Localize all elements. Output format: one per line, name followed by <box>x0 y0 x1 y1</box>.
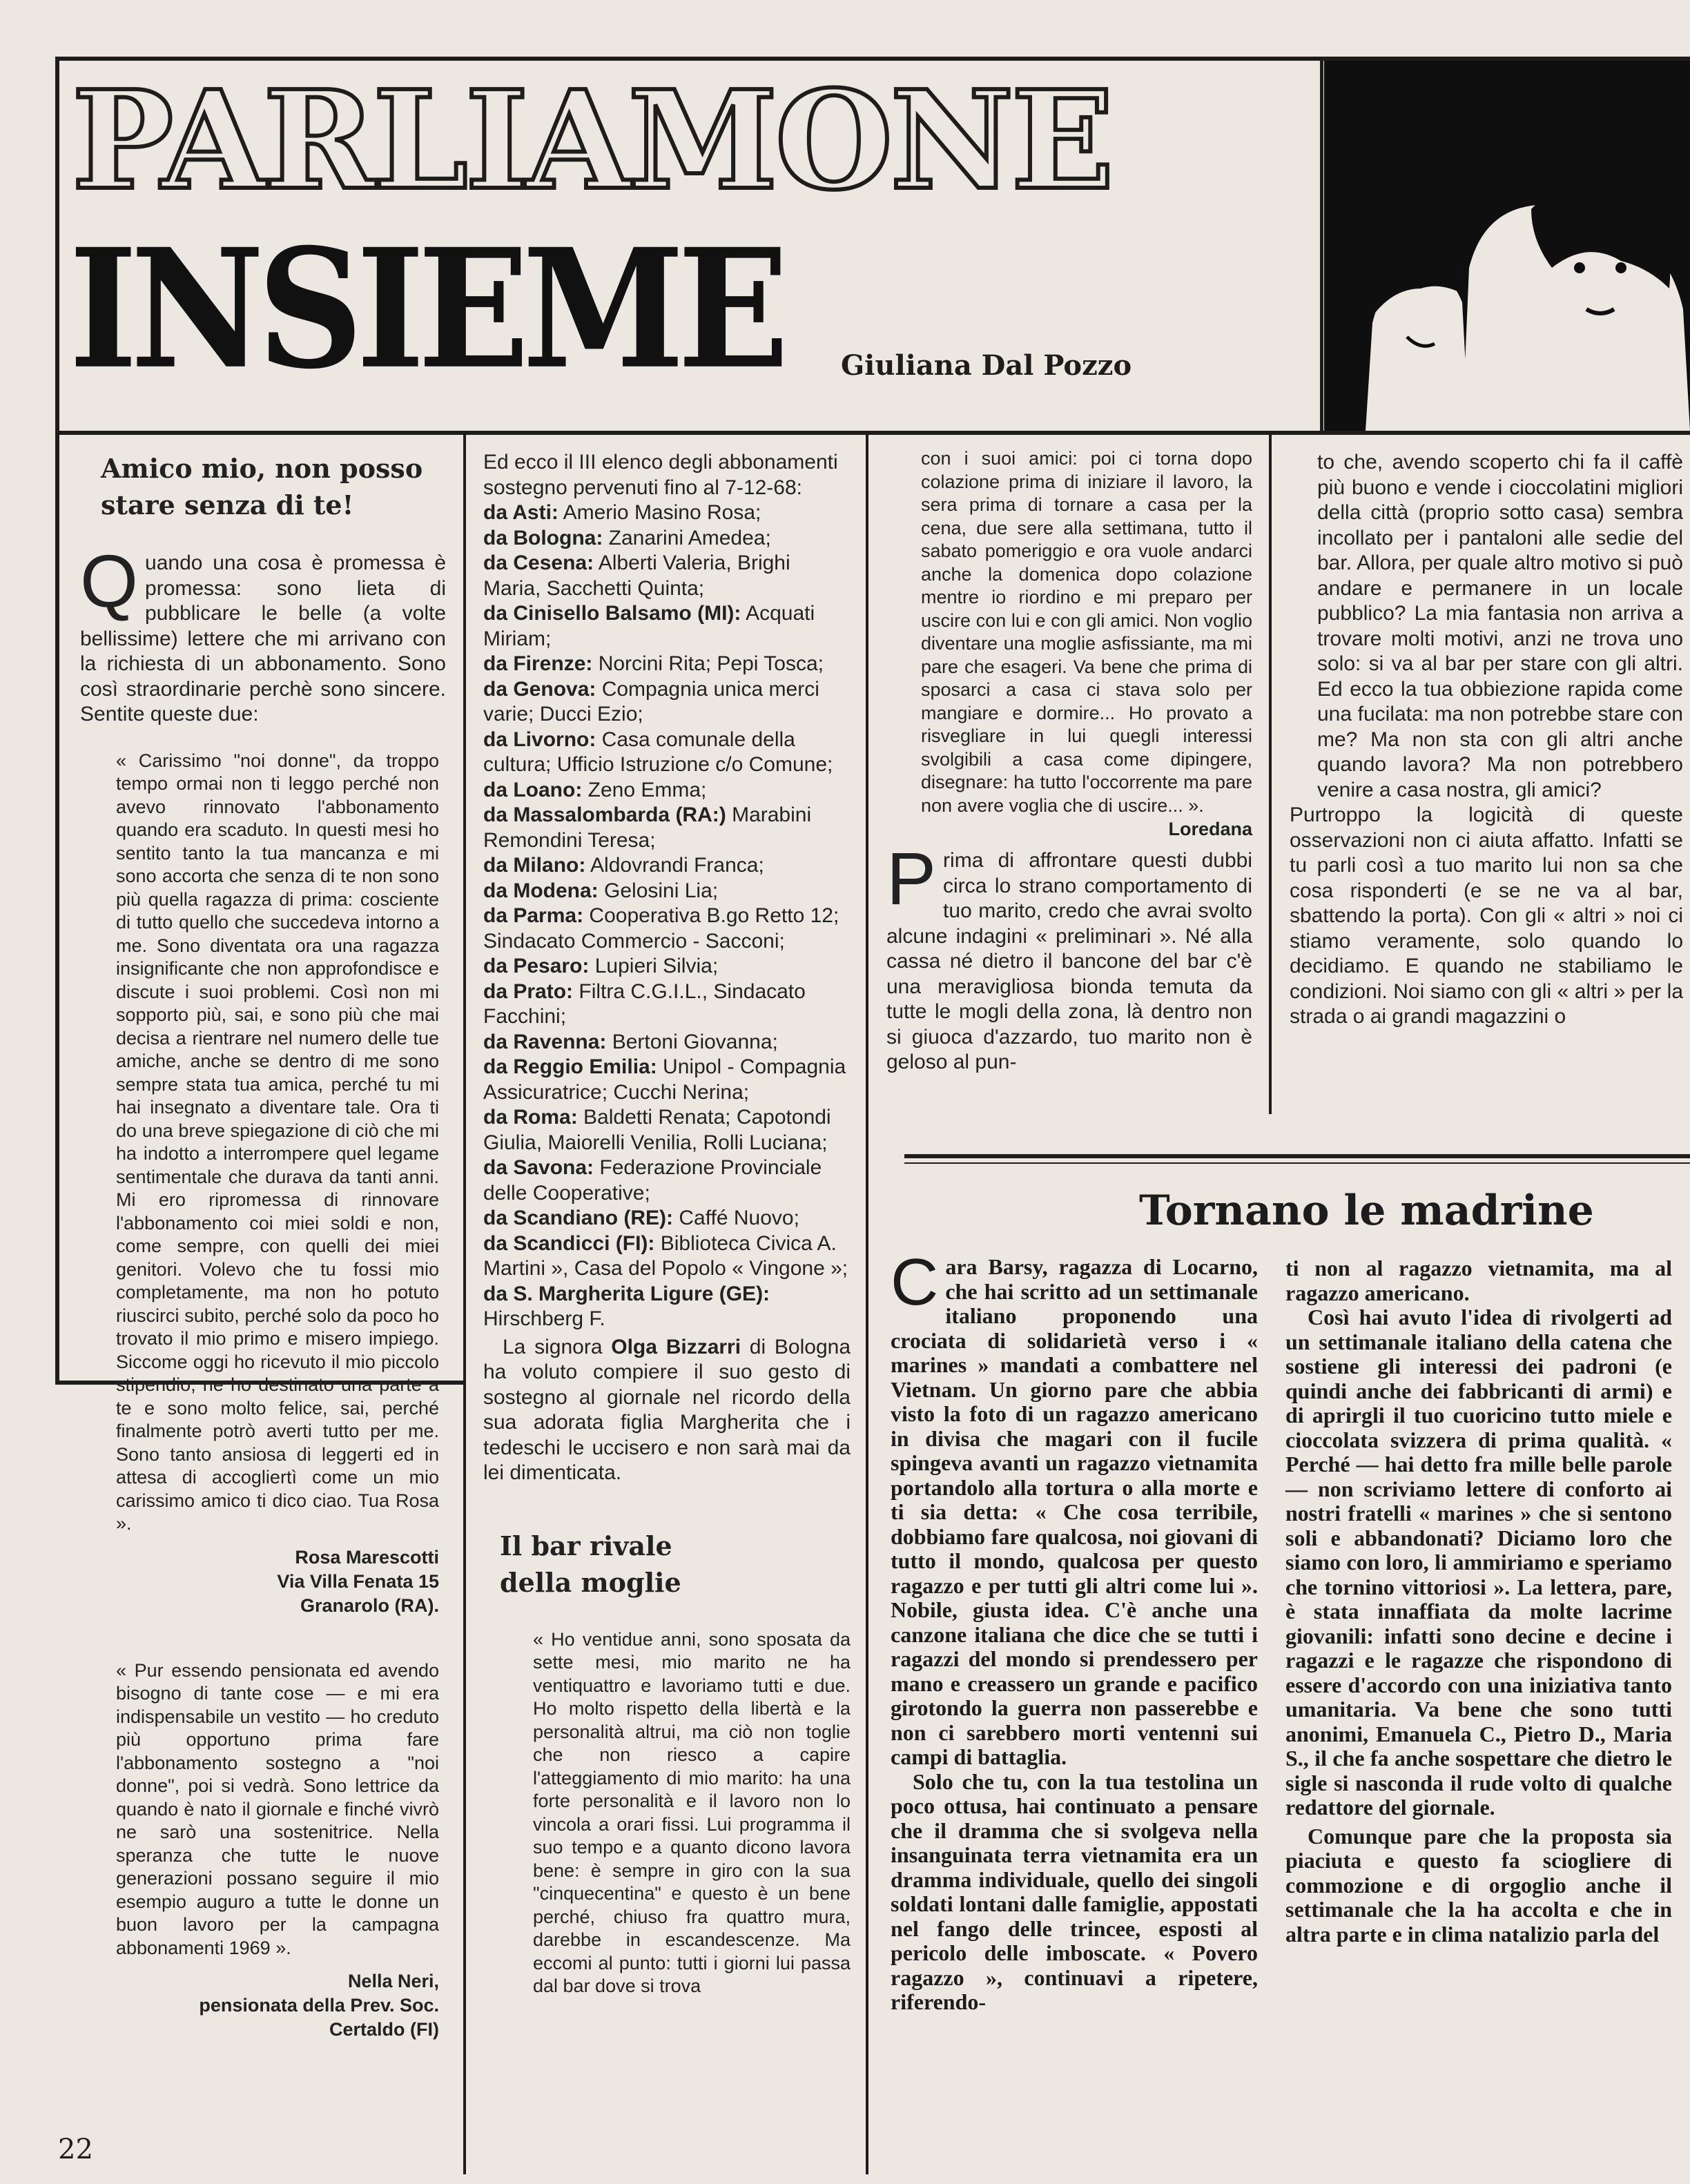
author-byline: Giuliana Dal Pozzo <box>841 349 1132 382</box>
subscription-entry <box>483 551 851 601</box>
subscription-names: Alberti Valeria, Brighi Maria, Sacchetti Quinta; <box>483 552 790 600</box>
outro-text-b: di Bologna ha voluto compiere il suo gesto di sostegno al giornale nel ricordo della sua adorata figlia Margherita che i tedeschi le uccisero e non sarà mai da lei dimenticata. <box>483 1335 851 1484</box>
article2-reply-b2: Purtroppo la logicità di queste osservazioni non ci aiuta affatto. Infatti se tu parli così a tuo marito lui non sa che cosa risponderti (e se ne va al bar, sbattendo la porta). Con gli « altri » noi ci stiamo veramente, solo quando lo decidiamo. E quando ne stabiliamo le condizioni. Noi siamo con gli « altri » per la strada o ai grandi magazzini o <box>1290 803 1683 1028</box>
subscription-city: da Reggio Emilia: <box>483 1055 657 1078</box>
subscription-city: da Savona: <box>483 1156 594 1179</box>
sig2-role: pensionata della Prev. Soc. <box>199 1995 439 2016</box>
subscription-city: da Ravenna: <box>483 1030 607 1053</box>
article1-letter1: « Carissimo "noi donne", da troppo tempo ormai non ti leggo perché non avevo rinnovato l'abbonamento quando era scaduto. In questi mesi ho sentito tanto la tua mancanza e mi sono accorta che senza di te non sono più quella ragazza di prima: cosciente di tutto quello che succedeva intorno a me. Sono diventata ora una ragazza insignificante che non approfondisce e discute i suoi problemi. Così non mi sopporto più, sai, e sono più che mai decisa a rientrare nel numero delle tue amiche, anche se dentro di me sono sempre stata tua amica, perché tu mi hai insegnato a diventare tale. Ora ti do una breve spiegazione di ciò che mi ha indotto a interrompere quel legame sentimentale che durava da tanti anni. Mi ero ripromessa di rinnovare l'abbonamento coi miei soldi e non, come sempre, con quelli dei miei genitori. Volevo che tu fossi mio completamente, ma non ho potuto riuscirci subito, perché solo da poco ho trovato il mio primo e misero impiego. Siccome oggi ho ricevuto il mio piccolo stipendio, ne ho destinato una parte a te e sono molto felice, sai, perché finalmente potrò averti tutto per me. Sono tanto ansiosa di leggerti ed in attesa di accogliertì come un mio carissimo amico ti dico ciao. Tua Rosa ». <box>116 750 439 1534</box>
subscription-names: Gelosini Lia; <box>598 879 719 902</box>
subscription-entry <box>483 1055 851 1105</box>
tornano-rule-top-thin <box>904 1162 1690 1164</box>
article2-reply-b1: to che, avendo scoperto chi fa il caffè più buono e vende i cioccolatini migliori della città (proprio sotto casa) sembra incollato per i pantaloni alle sedie del bar. Allora, per quale altro motivo si può andare e permanere in un locale pubblico? La mia fantasia non arriva a trovare molti motivi, anzi ne trova uno solo: si va al bar per stare con gli altri. Ed ecco la tua obbiezione rapida come una fucilata: ma non potrebbe stare con me? Ma non sta con gli altri anche quando lavora? Ma non potrebbero venire a casa nostra, gli amici? <box>1317 451 1683 801</box>
subscription-entry <box>483 1231 851 1282</box>
subscription-names: Casa comunale della cultura; Ufficio Istruzione c/o Comune; <box>483 728 833 776</box>
article2-letter-signature: Loredana <box>1168 819 1252 839</box>
article3-column-a <box>891 1245 1258 2015</box>
column-2 <box>483 450 851 1998</box>
header-photo <box>1324 61 1690 431</box>
subscription-city: da Pesaro: <box>483 955 590 977</box>
subscription-entry <box>483 526 851 552</box>
subscription-names: Norcini Rita; Pepi Tosca; <box>592 652 824 675</box>
subscription-entry <box>483 954 851 979</box>
subscription-entry <box>483 1206 851 1231</box>
sig2-city: Certaldo (FI) <box>329 2019 439 2040</box>
letter1-signature <box>80 1546 439 1618</box>
article3-p3: ti non al ragazzo vietnamita, ma al ragazzo americano. <box>1285 1256 1672 1305</box>
subscription-names: Bertoni Giovanna; <box>606 1030 778 1053</box>
header-frame-bottom <box>55 431 1690 435</box>
column-1 <box>80 450 446 2042</box>
article1-intro-text: uando una cosa è promessa è promessa: sono lieta di pubblicare le belle (a volte bellissime) lettere che mi arrivano con la richiesta di un abbonamento. Sono così straordinarie perchè sono sincere. Sentite queste due: <box>80 552 446 725</box>
subscription-entry <box>483 601 851 652</box>
subscription-city: da S. Margherita Ligure (GE): <box>483 1282 770 1305</box>
subscription-names: Zanarini Amedea; <box>603 526 771 549</box>
subscription-entry <box>483 803 851 853</box>
article2-reply-a <box>886 837 1252 1075</box>
subscription-names: Zeno Emma; <box>582 778 707 801</box>
tornano-rule-top <box>904 1154 1690 1158</box>
subscription-names: Amerio Masino Rosa; <box>558 501 761 524</box>
subscription-names: Lupieri Silvia; <box>589 955 719 977</box>
subscription-entry <box>483 853 851 879</box>
subscription-names: Acquati Miriam; <box>483 602 815 650</box>
title-insieme: INSIEME <box>69 212 783 405</box>
subscriptions-intro: Ed ecco il III elenco degli abbonamenti sostegno pervenuti fino al 7-12-68: <box>483 451 838 499</box>
subscription-city: da Genova: <box>483 677 596 701</box>
column-4-upper <box>1290 450 1683 1030</box>
subscription-names: Cooperativa B.go Retto 12; Sindacato Commercio - Sacconi; <box>483 904 839 953</box>
column-rule-3 <box>1269 435 1272 1114</box>
subscription-names: Biblioteca Civica A. Martini », Casa del Popolo « Vingone »; <box>483 1231 848 1280</box>
article3-p5: Comunque pare che la proposta sia piaciuta e questo fa sciogliere di commozione e di orgoglio anche il settimanale che la ha accolta e che in altra parte e in clima natalizio parla del <box>1285 1823 1672 1947</box>
subscription-entry <box>483 979 851 1030</box>
sig1-address: Via Villa Fenata 15 <box>277 1570 439 1592</box>
column-rule-2 <box>866 435 868 2174</box>
subscription-entry <box>483 1282 851 1332</box>
subscription-names: Hirschberg F. <box>483 1307 605 1330</box>
article2-heading: Il bar rivale della moglie <box>500 1530 681 1598</box>
column-rule-1 <box>463 435 466 2174</box>
subscription-entry <box>483 1156 851 1206</box>
subscription-city: da Cinisello Balsamo (MI): <box>483 602 741 625</box>
subscriptions-list <box>483 500 851 1332</box>
article3-heading: Tornano le madrine <box>1139 1187 1594 1235</box>
article3-p4: Così hai avuto l'idea di rivolgerti ad un settimanale italiano della catena che sostiene gli interessi dei padroni (e quindi anche dei fabbricanti di armi) e di aprirgli il tuo cuoricino tutto miele e cioccolata svizzera di prima qualità. « Perché — hai detto fra mille belle parole — non scriviamo lettere di conforto ai nostri fratelli « marines » che si sentono soli e abbandonati? Diciamo loro che siamo con loro, li ammiriamo e speriamo che tornino vittoriosi ». La lettera, pare, è stata innaffiata da molte lacrime giovanili: infatti sono decine e decine i ragazzi e le ragazze che rispondono di essere d'accordo con una iniziativa tanto umanitaria. Va bene che sono tutti anonimi, Emanuela C., Pietro D., Maria S., il che fa anche sospettare che dietro le sigle si nasconda il rude volto di qualche redattore del giornale. <box>1285 1305 1672 1820</box>
subscription-city: da Bologna: <box>483 526 603 549</box>
subscription-names: Aldovrandi Franca; <box>585 854 764 877</box>
subscription-city: da Cesena: <box>483 552 594 574</box>
article3-p1 <box>891 1245 1258 1770</box>
subscription-entry <box>483 879 851 904</box>
sig1-city: Granarolo (RA). <box>300 1595 439 1616</box>
article3-p2: Solo che tu, con la tua testolina un poco ottusa, hai continuato a pensare che il dramma che si svolgeva nella insanguinata terra vietnamita era un dramma individuale, quello dei singoli soldati lontani dalle famiglie, appostati nel fango delle trincee, esposti al pericolo delle imboscate. « Povero ragazzo », continuavi a ripetere, riferendo- <box>891 1768 1258 2014</box>
sig1-name: Rosa Marescotti <box>295 1546 439 1568</box>
women-portrait-illustration <box>1324 61 1690 431</box>
article2-letter-part-a: « Ho ventidue anni, sono sposata da sette mesi, mio marito ne ha ventiquattro e lavoriamo tutti e due. Ho molto rispetto della libertà e la personalità altrui, ma ciò non toglie che non riesco a capire l'atteggiamento di mio marito: ha una forte personalità e il lavoro non lo vincola a orari fissi. Lui programma il suo tempo e a quanto dicono lavora bene: è sempre in giro con la sua "cinquecentina" e questo è un bene perché, chiuso fra quattro mura, darebbe in escandescenze. Ma eccomi al punto: tutti i giorni lui passa dal bar dove si trova <box>533 1628 851 1996</box>
subscription-names: Baldetti Renata; Capotondi Giulia, Maiorelli Venilia, Rolli Luciana; <box>483 1106 831 1154</box>
outro-name: Olga Bizzarri <box>611 1335 741 1358</box>
sig2-name: Nella Neri, <box>347 1971 439 1991</box>
outro-text-a: La signora <box>503 1335 612 1358</box>
subscription-city: da Scandiano (RE): <box>483 1207 674 1229</box>
subscription-entry <box>483 1105 851 1156</box>
subscription-names: Unipol - Compagnia Assicuratrice; Cucchi Nerina; <box>483 1055 846 1104</box>
article1-dropcap: Q <box>80 539 139 623</box>
subscription-entry <box>483 652 851 677</box>
article3-p1-text: ara Barsy, ragazza di Locarno, che hai scritto ad un settimanale italiano proponendo una crociata di solidarietà verso i « marines » mandati a combattere nel Vietnam. Un giorno pare che abbia visto la foto di un ragazzo americano in divisa che magari con il fucile spingeva avanti un ragazzo vietnamita portandolo alla tortura o alla morte e ti sia detta: « Che cosa terribile, dobbiamo fare qualcosa, noi giovani di tutto il mondo, qualcosa per questo ragazzo e per tutti gli altri come lui ». Nobile, giusta idea. C'è anche una canzone italiana che dice che se tutti i ragazzi del mondo si prendessero per mano e creassero un grande e pacifico girotondo la guerra non passerebbe e non ci sarebbero morti ventenni sui campi di battaglia. <box>891 1254 1258 1769</box>
header-frame-left <box>55 57 59 435</box>
subscription-city: da Loano: <box>483 778 583 801</box>
header-photo-divider <box>1320 57 1323 435</box>
subscription-city: da Roma: <box>483 1106 578 1129</box>
subscription-names: Caffé Nuovo; <box>673 1207 799 1229</box>
article3-dropcap: C <box>891 1245 939 1319</box>
column-3-upper <box>886 447 1252 1075</box>
subscription-entry <box>483 1030 851 1055</box>
subscription-city: da Asti: <box>483 501 559 524</box>
subscription-city: da Milano: <box>483 854 586 877</box>
subscription-city: da Massalombarda (RA:) <box>483 803 726 826</box>
subscription-entry <box>483 904 851 954</box>
article1-letter2: « Pur essendo pensionata ed avendo bisogno di tante cose — e mi era indispensabile un vestito — ho creduto più opportuno prima fare l'abbonamento sostegno a "noi donne", poi si vedrà. Sono lettrice da quando è nato il giornale e finché vivrò ne sarò una sostenitrice. Nella speranza che tutte le nuove generazioni possano seguire il mio esempio auguro a tutte le donne un buon lavoro per la campagna abbonamenti 1969 ». <box>116 1659 439 1958</box>
article1-intro <box>80 539 446 728</box>
subscription-names: Federazione Provinciale delle Cooperative; <box>483 1156 822 1205</box>
letter2-signature <box>80 1969 439 2042</box>
article1-heading: Amico mio, non posso stare senza di te! <box>101 453 423 520</box>
subscription-city: da Prato: <box>483 979 574 1003</box>
article2-dropcap: P <box>886 837 937 920</box>
subscription-names: Filtra C.G.I.L., Sindacato Facchini; <box>483 979 806 1028</box>
subscription-entry <box>483 500 851 526</box>
subscription-entry <box>483 728 851 778</box>
subscription-city: da Scandicci (FI): <box>483 1231 655 1255</box>
subscription-entry <box>483 677 851 728</box>
subscription-names: Marabini Remondini Teresa; <box>483 803 812 852</box>
title-parliamone: PARLIAMONE <box>72 61 1111 220</box>
article2-reply-a-text: rima di affrontare questi dubbi circa lo strano comportamento di tuo marito, credo che avrai svolto alcune indagini « preliminari ». Né alla cassa né dietro il bancone del bar c'è una meravigliosa bionda temuta da tutte le mogli della zona, là dentro non si giuoca d'azzardo, tuo marito non è geloso al pun- <box>886 849 1252 1073</box>
subscription-entry <box>483 778 851 803</box>
article3-column-b <box>1285 1256 1672 1947</box>
subscriptions-outro <box>483 1335 851 1486</box>
subscription-city: da Modena: <box>483 879 599 902</box>
page-number: 22 <box>58 2134 93 2165</box>
article2-letter-part-b: con i suoi amici: poi ci torna dopo colazione prima di iniziare il lavoro, la sera prima di tornare a casa per la cena, due sere alla settimana, tutto il sabato pomeriggio e ora vuole andarci anche la domenica dopo colazione mentre io riordino e mi preparo per uscire con lui e con gli amici. Non voglio diventare una moglie asfissiante, ma mi pare che esageri. Va bene che prima di sposarci a casa ci stava solo per mangiare e dormire... Ho provato a risvegliare in lui quegli interessi svolgibili a casa come dipingere, disegnare: ha tutto l'occorrente ma pare non avere voglia che di uscire... ». <box>921 448 1252 816</box>
subscription-city: da Livorno: <box>483 728 596 751</box>
subscription-names: Compagnia unica merci varie; Ducci Ezio; <box>483 677 819 725</box>
box-rule-left <box>55 435 59 1385</box>
subscription-city: da Firenze: <box>483 652 593 675</box>
subscription-city: da Parma: <box>483 904 584 927</box>
